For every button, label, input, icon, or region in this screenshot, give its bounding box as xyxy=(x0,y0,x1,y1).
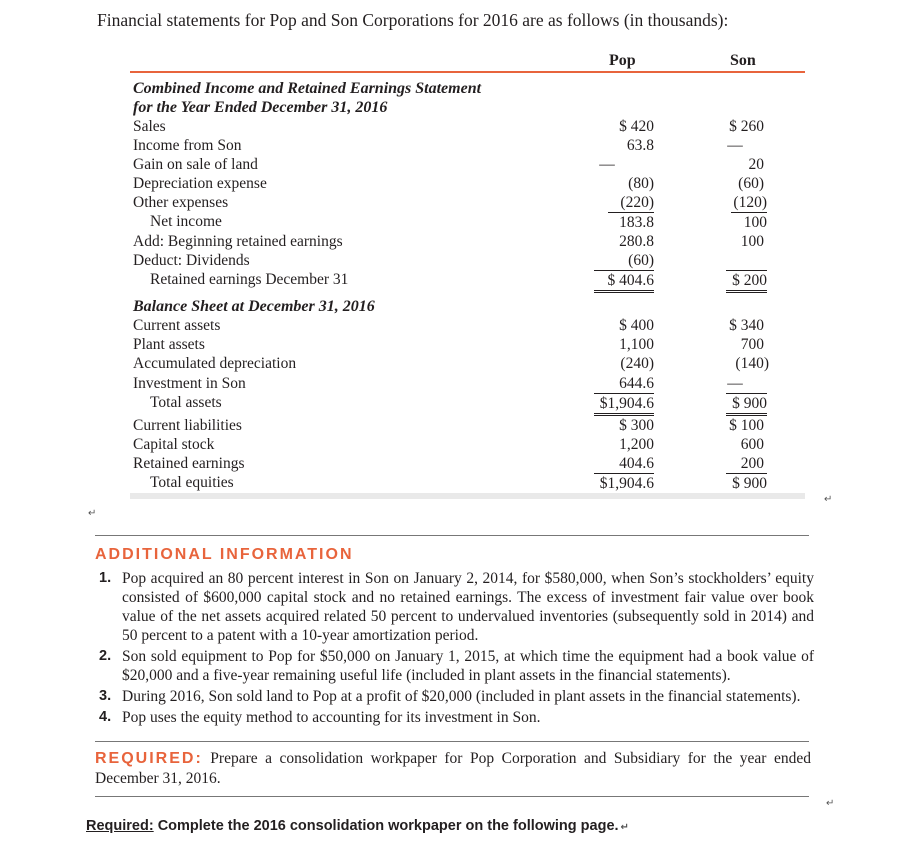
column-header-son: Son xyxy=(730,52,756,69)
pop-value: 1,100 xyxy=(619,336,654,353)
row-label: Net income xyxy=(150,213,222,230)
pop-value: 404.6 xyxy=(619,455,654,472)
row-label: Total equities xyxy=(150,474,234,491)
table-row xyxy=(0,193,914,212)
row-label: Add: Beginning retained earnings xyxy=(133,233,343,250)
return-mark: ↵ xyxy=(88,508,97,519)
item-number: 4. xyxy=(99,709,112,725)
row-label: Plant assets xyxy=(133,336,205,353)
list-item xyxy=(99,687,814,706)
return-mark: ↵ xyxy=(826,798,835,809)
required-top-rule xyxy=(95,741,809,742)
row-label: Current liabilities xyxy=(133,417,242,434)
additional-top-rule xyxy=(95,535,809,536)
son-value: 100 xyxy=(731,212,767,232)
table-row xyxy=(0,212,914,231)
son-value: (120) xyxy=(733,194,767,211)
son-value: (140) xyxy=(735,355,769,372)
pop-value: $ 300 xyxy=(619,417,654,434)
pop-value: $ 404.6 xyxy=(594,270,654,293)
footer-instruction xyxy=(86,818,627,834)
pop-value: 183.8 xyxy=(608,212,654,232)
pop-value: $1,904.6 xyxy=(594,393,654,416)
son-value: 200 xyxy=(740,455,764,472)
table-row xyxy=(0,270,914,289)
table-row xyxy=(0,316,914,335)
balance-section-title: Balance Sheet at December 31, 2016 xyxy=(133,298,375,315)
table-row xyxy=(0,416,914,435)
son-value: $ 900 xyxy=(726,393,767,416)
income-section-title-1: Combined Income and Retained Earnings Statement xyxy=(133,80,482,97)
pop-value: 280.8 xyxy=(619,233,654,250)
son-value: $ 900 xyxy=(726,473,767,496)
additional-info-title: ADDITIONAL INFORMATION xyxy=(95,546,354,563)
row-label: Retained earnings December 31 xyxy=(150,271,349,288)
item-number: 2. xyxy=(99,648,112,664)
table-bottom-bar xyxy=(130,493,805,499)
table-row xyxy=(0,174,914,193)
required-label: REQUIRED: xyxy=(95,750,203,767)
list-item xyxy=(99,647,814,685)
list-item xyxy=(99,569,814,645)
row-label: Total assets xyxy=(150,394,222,411)
row-label: Investment in Son xyxy=(133,375,246,392)
header-rule xyxy=(130,71,805,73)
row-label: Depreciation expense xyxy=(133,175,267,192)
table-row xyxy=(0,393,914,412)
row-label: Deduct: Dividends xyxy=(133,252,250,269)
pop-value: $1,904.6 xyxy=(594,473,654,496)
son-value: 100 xyxy=(740,233,764,250)
son-value: — xyxy=(727,137,743,154)
son-value: (60) xyxy=(738,175,764,192)
required-text: Prepare a consolidation workpaper for Pop Corporation and Subsidiary for the year ended December 31, 2016. xyxy=(95,750,811,787)
intro-text: Financial statements for Pop and Son Corporations for 2016 are as follows (in thousands): xyxy=(97,10,729,30)
table-row xyxy=(0,232,914,251)
pop-value: (240) xyxy=(620,355,654,372)
son-value: $ 100 xyxy=(729,417,764,434)
son-value: $ 260 xyxy=(729,118,764,135)
pop-value: 644.6 xyxy=(619,375,654,392)
list-item xyxy=(99,708,814,727)
table-row xyxy=(0,435,914,454)
row-label: Gain on sale of land xyxy=(133,156,258,173)
son-value: 20 xyxy=(748,156,764,173)
required-bottom-rule xyxy=(95,796,809,797)
return-mark: ↵ xyxy=(824,494,833,505)
row-label: Retained earnings xyxy=(133,455,245,472)
additional-info-list xyxy=(99,569,814,729)
item-number: 3. xyxy=(99,688,112,704)
pop-value: 1,200 xyxy=(619,436,654,453)
footer-text: Complete the 2016 consolidation workpaper on the following page. xyxy=(153,818,619,834)
table-row xyxy=(0,251,914,270)
table-row xyxy=(0,117,914,136)
pop-value: 63.8 xyxy=(626,137,654,154)
row-label: Income from Son xyxy=(133,137,242,154)
row-label: Other expenses xyxy=(133,194,229,211)
item-text: Son sold equipment to Pop for $50,000 on January 1, 2015, at which time the equipment had a book value of $20,000 and a five-year remaining useful life (included in plant assets in the financial statements). xyxy=(122,648,814,684)
table-row xyxy=(0,454,914,473)
income-section-title-2: for the Year Ended December 31, 2016 xyxy=(133,99,388,116)
row-label: Current assets xyxy=(133,317,221,334)
pop-value: (60) xyxy=(628,252,654,269)
table-row xyxy=(0,473,914,492)
item-text: Pop acquired an 80 percent interest in Son on January 2, 2014, for $580,000, when Son’s stockholders’ equity consisted of $600,000 capital stock and no retained earnings. The excess of investment fair value over book value of the net assets acquired related 50 percent to undervalued inventories (subsequently sold in 2014) and 50 percent to a patent with a 10-year amortization period. xyxy=(122,570,814,644)
son-value: 600 xyxy=(740,436,764,453)
son-value: 700 xyxy=(740,336,764,353)
son-value: $ 200 xyxy=(726,270,767,293)
item-number: 1. xyxy=(99,570,112,586)
table-row xyxy=(0,354,914,373)
row-label: Sales xyxy=(133,118,166,135)
table-row xyxy=(0,374,914,393)
pop-value: $ 400 xyxy=(619,317,654,334)
return-mark: ↵ xyxy=(620,822,629,833)
item-text: Pop uses the equity method to accounting for its investment in Son. xyxy=(122,709,541,726)
table-row xyxy=(0,335,914,354)
row-label: Accumulated depreciation xyxy=(133,355,297,372)
pop-value: (80) xyxy=(628,175,654,192)
required-statement xyxy=(95,749,811,789)
item-text: During 2016, Son sold land to Pop at a profit of $20,000 (included in plant assets in the financial statements). xyxy=(122,688,801,705)
row-label: Capital stock xyxy=(133,436,215,453)
pop-value: — xyxy=(599,156,615,173)
pop-value: (220) xyxy=(620,194,654,211)
footer-label: Required: xyxy=(86,818,154,834)
table-row xyxy=(0,155,914,174)
son-value: — xyxy=(727,375,743,392)
son-value: $ 340 xyxy=(729,317,764,334)
column-header-pop: Pop xyxy=(609,52,636,69)
pop-value: $ 420 xyxy=(619,118,654,135)
table-row xyxy=(0,136,914,155)
